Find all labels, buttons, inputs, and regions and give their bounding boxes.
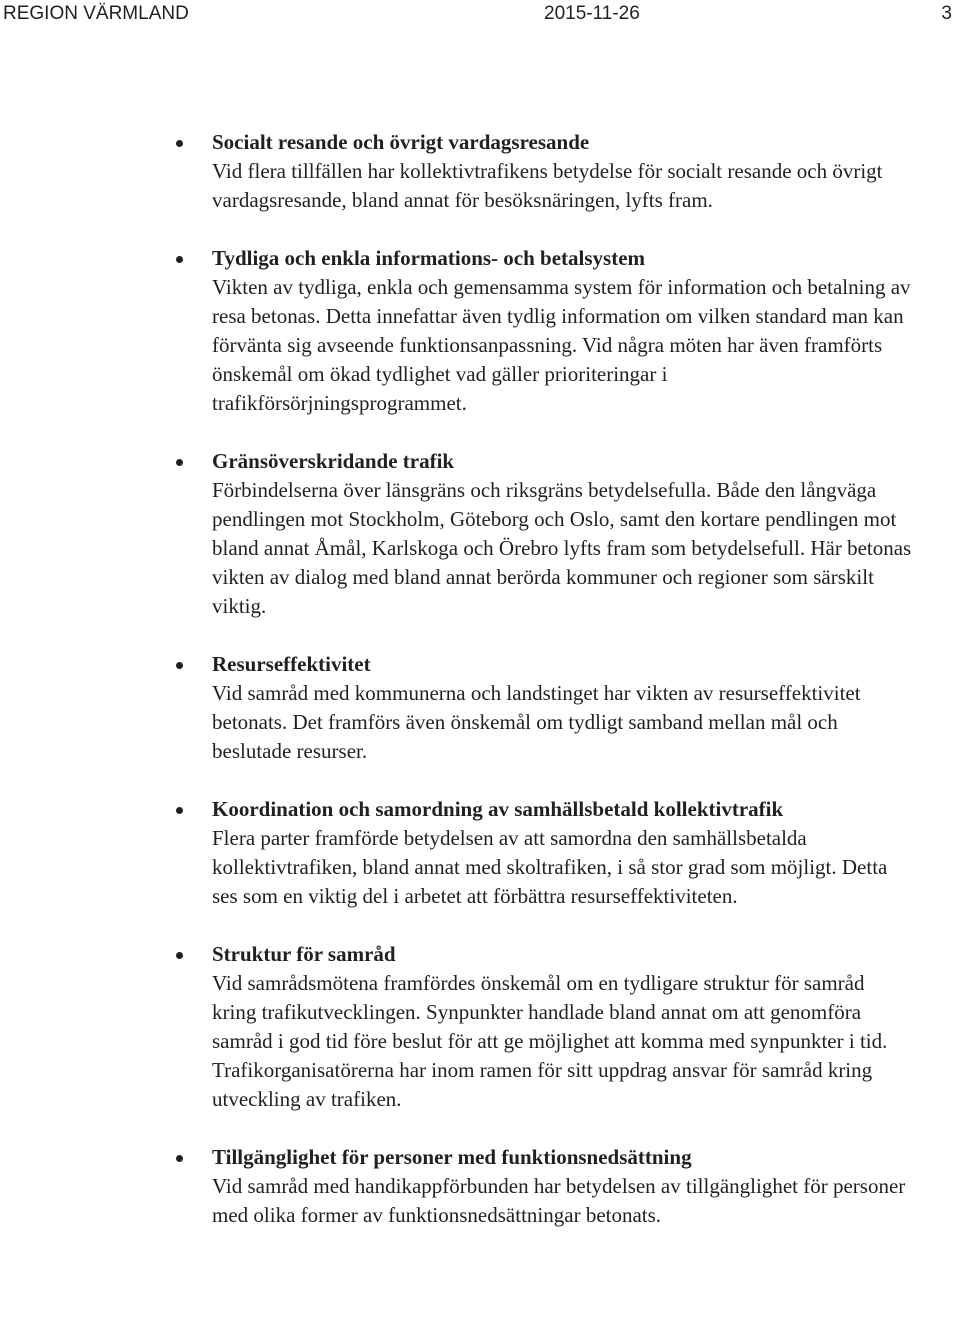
list-item: [0, 447, 960, 621]
item-title: Tydliga och enkla informations- och betalsystem: [212, 246, 646, 270]
item-body: Vid samrådsmötena framfördes önskemål om en tydligare struktur för samråd kring trafikutvecklingen. Synpunkter handlade bland annat om att genomföra samråd i god tid före beslut för att ge möjlighet att komma med synpunkter i tid. Trafikorganisatörerna har inom ramen för sitt uppdrag ansvar för samråd kring utveckling av trafiken.: [212, 971, 888, 1111]
list-item: [0, 940, 960, 1114]
bullet-icon: [176, 662, 183, 669]
list-item: [0, 795, 960, 911]
document-date: 2015-11-26: [544, 3, 640, 24]
item-title: Resurseffektivitet: [212, 652, 371, 676]
item-body: Vid samråd med handikappförbunden har betydelsen av tillgänglighet för personer med olika former av funktionsnedsättningar betonats.: [212, 1174, 906, 1227]
bullet-icon: [176, 459, 183, 466]
item-body: Vid samråd med kommunerna och landstinget har vikten av resurseffektivitet betonats. Det framförs även önskemål om tydligt samband mellan mål och beslutade resurser.: [212, 681, 861, 763]
bullet-icon: [176, 140, 183, 147]
organization-name: REGION VÄRMLAND: [3, 3, 189, 24]
list-item: [0, 650, 960, 766]
page-header: [0, 0, 960, 28]
bullet-icon: [176, 807, 183, 814]
page-number: 3: [941, 3, 952, 24]
item-body: Förbindelserna över länsgräns och riksgräns betydelsefulla. Både den långväga pendlingen mot Stockholm, Göteborg och Oslo, samt den kortare pendlingen mot bland annat Åmål, Karlskoga och Örebro lyfts fram som betydelsefull. Här betonas vikten av dialog med bland annat berörda kommuner och regioner som särskilt viktig.: [212, 478, 912, 618]
list-item: [0, 244, 960, 418]
bullet-icon: [176, 256, 183, 263]
list-item: [0, 128, 960, 215]
bullet-icon: [176, 952, 183, 959]
item-body: Vid flera tillfällen har kollektivtrafikens betydelse för socialt resande och övrigt vardagsresande, bland annat för besöksnäringen, lyfts fram.: [212, 159, 883, 212]
item-title: Struktur för samråd: [212, 942, 396, 966]
item-title: Koordination och samordning av samhällsbetald kollektivtrafik: [212, 797, 784, 821]
list-item: [0, 1143, 960, 1230]
item-title: Gränsöverskridande trafik: [212, 449, 455, 473]
item-body: Flera parter framförde betydelsen av att samordna den samhällsbetalda kollektivtrafiken, bland annat med skoltrafiken, i så stor grad som möjligt. Detta ses som en viktig del i arbetet att förbättra resurseffektiviteten.: [212, 826, 888, 908]
item-body: Vikten av tydliga, enkla och gemensamma system för information och betalning av resa betonas. Detta innefattar även tydlig information om vilken standard man kan förvänta sig avseende funktionsanpassning. Vid några möten har även framförts önskemål om ökad tydlighet vad gäller prioriteringar i trafikförsörjningsprogrammet.: [212, 275, 911, 415]
bullet-icon: [176, 1155, 183, 1162]
item-title: Socialt resande och övrigt vardagsresande: [212, 130, 590, 154]
item-title: Tillgänglighet för personer med funktionsnedsättning: [212, 1145, 692, 1169]
bullet-list: [0, 128, 960, 1259]
